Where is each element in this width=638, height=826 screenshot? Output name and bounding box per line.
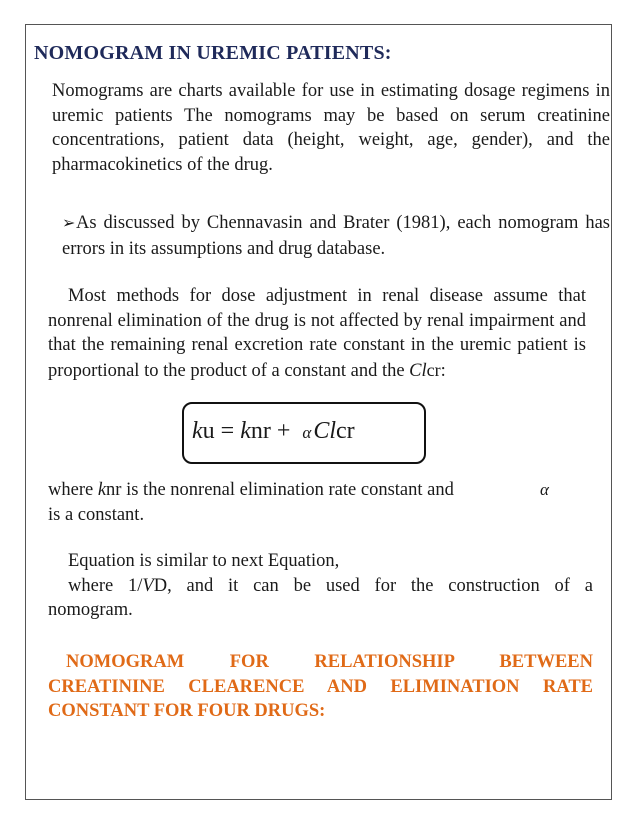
clcr-variable: Cl: [409, 360, 427, 381]
formula-k-nr-sub: nr: [250, 418, 271, 444]
formula-box: [182, 402, 426, 464]
formula-k-u-sub: u: [202, 418, 215, 444]
bullet-item: [62, 211, 610, 261]
equation-v-sub: D: [153, 575, 168, 596]
orange-heading-line-2: CREATININE CLEARENCE AND ELIMINATION RATE: [48, 676, 593, 697]
equation-suffix: , and it can be used for the construction of a: [167, 575, 593, 596]
methods-text: Most methods for dose adjustment in renal disease assume that nonrenal elimination of the drug is not affected by renal impairment and that the remaining renal excretion rate constant in the uremic patient is proportional to the product of a constant and the: [48, 286, 586, 381]
where-line-2: is a constant.: [48, 504, 145, 525]
page-title: NOMOGRAM IN UREMIC PATIENTS:: [34, 42, 392, 64]
orange-heading-line-1: NOMOGRAM FOR RELATIONSHIP BETWEEN: [66, 652, 593, 672]
where-middle: is the nonrenal elimination rate constant and: [121, 480, 454, 500]
equation-line-1: Equation is similar to next Equation,: [68, 551, 340, 571]
equation-prefix: where 1/: [68, 575, 143, 596]
formula-k-u: k: [192, 418, 203, 444]
where-k-sub: nr: [106, 480, 122, 500]
formula-cl-sub: cr: [336, 418, 355, 444]
methods-paragraph: [48, 284, 586, 383]
formula-equals: =: [214, 418, 241, 444]
equation-line-3: nomogram.: [48, 600, 133, 620]
clcr-subscript: cr: [426, 359, 441, 380]
equation-v: V: [142, 575, 154, 596]
where-k: k: [97, 480, 107, 500]
section-heading-orange: [48, 650, 593, 724]
where-paragraph: [48, 478, 593, 527]
where-prefix: where: [48, 480, 98, 500]
formula-plus: +: [270, 418, 297, 444]
orange-heading-line-3: CONSTANT FOR FOUR DRUGS:: [48, 701, 326, 721]
methods-colon: :: [440, 360, 446, 381]
bullet-text: As discussed by Chennavasin and Brater (1981), each nomogram has errors in its assumptions and drug database.: [62, 213, 610, 259]
equation-paragraph: [48, 549, 593, 623]
arrow-bullet-icon: ➢: [62, 215, 76, 232]
formula-alpha: α: [302, 423, 312, 442]
formula-k-nr: k: [240, 418, 251, 444]
formula: [192, 418, 355, 445]
where-line-1: [48, 478, 593, 503]
formula-cl: Cl: [313, 418, 337, 444]
equation-line-2: [48, 574, 593, 599]
intro-paragraph: Nomograms are charts available for use in estimating dosage regimens in uremic patients The nomograms may be based on serum creatinine concentrations, patient data (height, weight, age, gender), and the pharmacokinetics of the drug.: [52, 81, 610, 175]
where-alpha: α: [540, 480, 549, 499]
